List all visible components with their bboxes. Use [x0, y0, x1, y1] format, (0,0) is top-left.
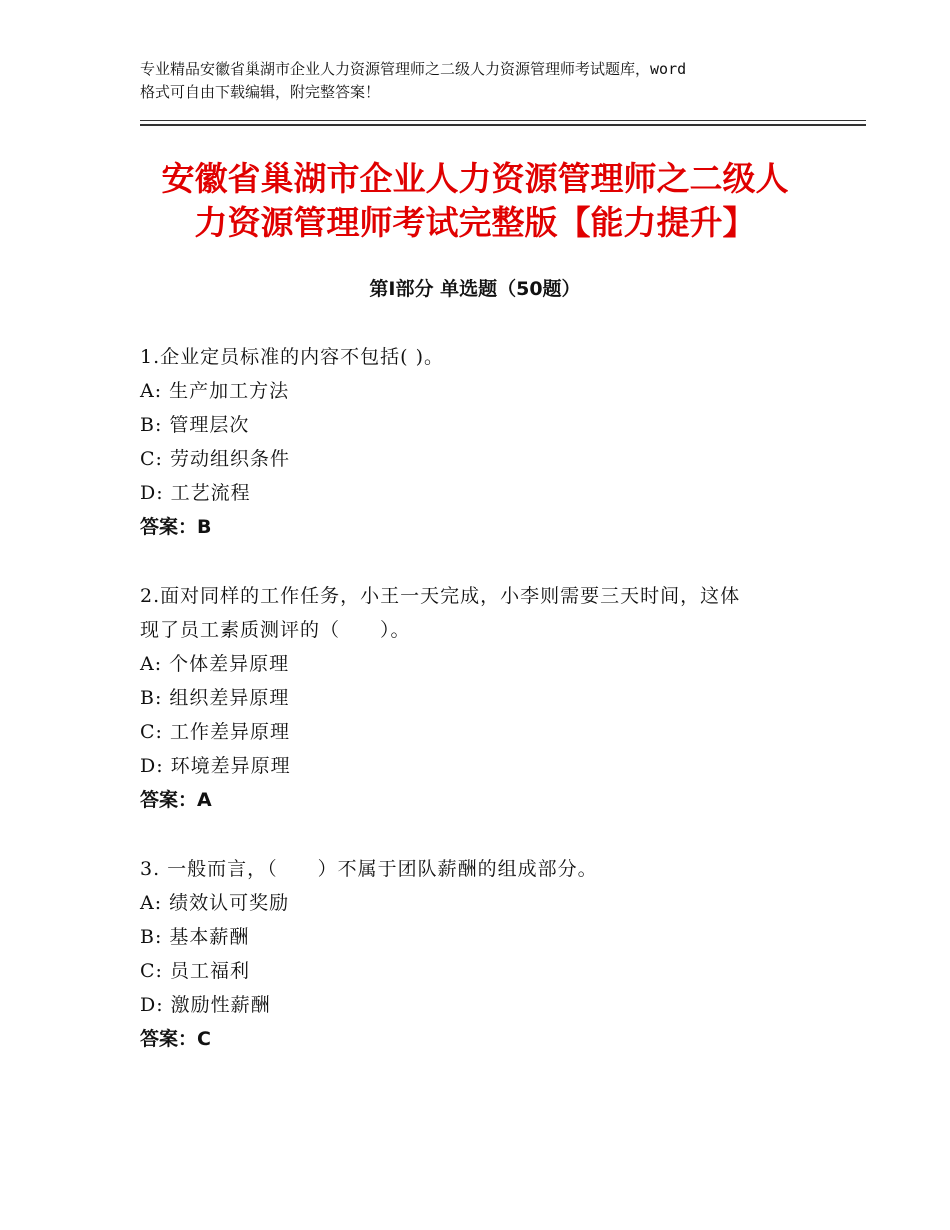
option-b: B: 组织差异原理 [140, 687, 290, 709]
answer: 答案：B [140, 516, 212, 538]
title-line-1: 安徽省巢湖市企业人力资源管理师之二级人 [161, 159, 789, 198]
document-title [80, 157, 870, 245]
question-3 [140, 852, 820, 1056]
option-c: C: 员工福利 [140, 960, 250, 982]
option-a: A: 个体差异原理 [140, 653, 290, 675]
question-2 [140, 579, 820, 817]
option-d: D: 工艺流程 [140, 482, 251, 504]
option-b: B: 管理层次 [140, 414, 250, 436]
header-divider-thick [140, 124, 866, 126]
section-heading: 第Ⅰ部分 单选题（50题） [369, 278, 581, 300]
option-d: D: 激励性薪酬 [140, 994, 271, 1016]
option-d: D: 环境差异原理 [140, 755, 291, 777]
option-c: C: 劳动组织条件 [140, 448, 290, 470]
header-line-1: 专业精品安徽省巢湖市企业人力资源管理师之二级人力资源管理师考试题库，word [140, 60, 687, 78]
answer: 答案：A [140, 789, 212, 811]
option-a: A: 生产加工方法 [140, 380, 290, 402]
question-1 [140, 340, 820, 544]
question-stem: 1.企业定员标准的内容不包括( )。 [140, 346, 444, 368]
question-stem-continued: 现了员工素质测评的（ ）。 [140, 619, 411, 641]
header-divider-thin [140, 120, 866, 121]
document-header [140, 58, 830, 104]
option-a: A: 绩效认可奖励 [140, 892, 290, 914]
option-b: B: 基本薪酬 [140, 926, 250, 948]
header-line-2: 格式可自由下载编辑，附完整答案！ [140, 83, 381, 101]
title-line-2: 力资源管理师考试完整版【能力提升】 [194, 203, 756, 242]
question-stem: 2.面对同样的工作任务，小王一天完成，小李则需要三天时间，这体 [140, 585, 741, 607]
question-stem: 3. 一般而言，（ ）不属于团队薪酬的组成部分。 [140, 858, 598, 880]
option-c: C: 工作差异原理 [140, 721, 290, 743]
answer: 答案：C [140, 1028, 211, 1050]
